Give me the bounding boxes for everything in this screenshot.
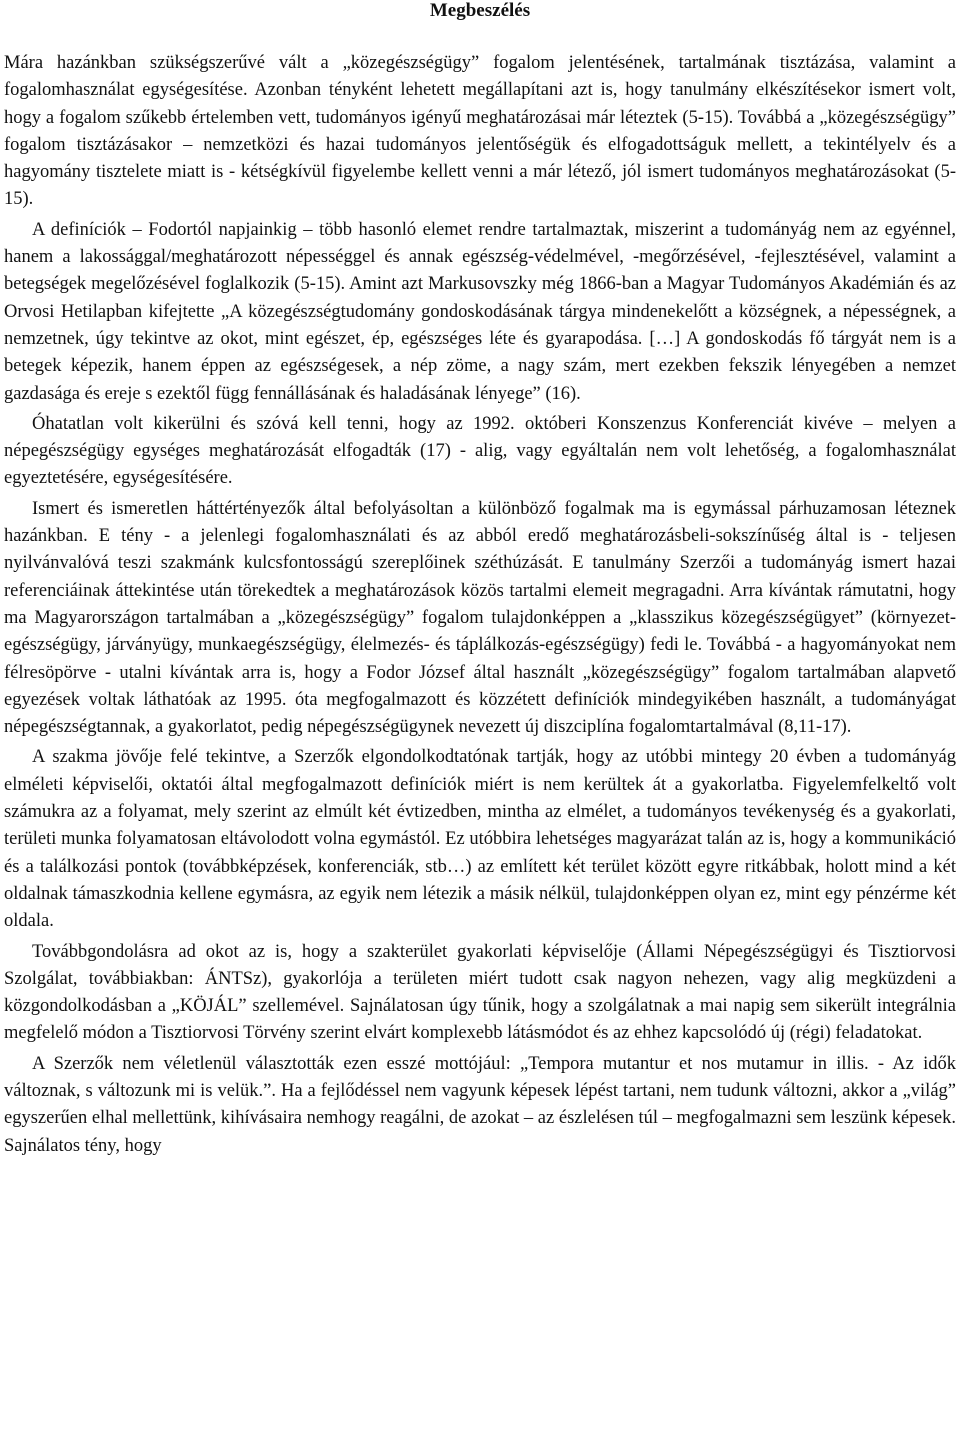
paragraph-5: A szakma jövője felé tekintve, a Szerzők elgondolkodtatónak tartják, hogy az utóbbi mintegy 20 évben a tudományág elméleti képviselői, oktatói által megfogalmazott definíciók miért is nem kerültek át a gyakorlatba. Figyelemfelkeltő volt számukra az a folyamat, mely szerint az elmúlt két évtizedben, mintha az elmélet, a tudományos tevékenység és a gyakorlati, területi munka folyamatosan eltávolodott volna egymástól. Ez utóbbira lehetséges magyarázat talán az is, hogy a kommunikáció és a találkozási pontok (továbbképzések, konferenciák, stb…) az említett két terület között egyre ritkábbak, holott mind a két oldalnak támaszkodnia kellene egymásra, az egyik nem létezik a másik nélkül, tulajdonképpen olyan ez, mint egy pénzérme két oldala. <box>4 747 956 932</box>
section-heading: Megbeszélés <box>429 0 531 21</box>
paragraph-4: Ismert és ismeretlen háttértényezők által befolyásoltan a különböző fogalmak ma is egymással párhuzamosan léteznek hazánkban. E tény - a jelenlegi fogalomhasználati és az abból eredő meghatározásbeli-sokszínűség által is - teljesen nyilvánvalóvá teszi szakmánk kulcsfontosságú szereplőinek széthúzását. E tanulmány Szerzői a tudományág ismert hazai referenciáinak áttekintése után törekedtek a meghatározások közös tartalmi elemeit megragadni. Arra kívántak rámutatni, hogy ma Magyarországon tartalmában a „közegészségügy” fogalom tulajdonképpen a „klasszikus közegészségügyet” (környezet-egészségügy, járványügy, munkaegészségügy, élelmezés- és táplálkozás-egészségügy) fedi le. Továbbá - a hagyományokat nem félresöpörve - utalni kívántak arra is, hogy a Fodor József által használt „közegészségügy” fogalom tartalmában alapvető egyezések voltak láthatóak az 1995. óta megfogalmazott és közzétett definíciók mindegyikében használt, a tudományágat népegészségtannak, a gyakorlatot, pedig népegészségügynek nevezett új diszciplína fogalomtartalmával (8,11-17). <box>4 498 956 738</box>
paragraph-1: Mára hazánkban szükségszerűvé vált a „közegészségügy” fogalom jelentésének, tartalmának tisztázása, valamint a fogalomhasználat egységesítése. Azonban tényként lehetett megállapítani azt is, hogy tanulmány elkészítésekor ismert volt, hogy a fogalom szűkebb értelemben vett, tudományos igényű meghatározásai már léteztek (5-15). Továbbá a „közegészségügy” fogalom tisztázásakor – nemzetközi és hazai tudományos jelentőségük és elfogadottságuk mellett, a tekintélyelv és a hagyomány tisztelete miatt is - kétségkívül figyelembe kellett venni a már létező, jól ismert tudományos meghatározásokat (5-15). <box>4 53 956 210</box>
document-page <box>4 0 956 1160</box>
paragraph-6: Továbbgondolásra ad okot az is, hogy a szakterület gyakorlati képviselője (Állami Népegészségügyi és Tisztiorvosi Szolgálat, továbbiakban: ÁNTSz), gyakorlója a területen miért tudott csak nagyon nehezen, vagy alig megküzdeni a közgondolkodásban a „KÖJÁL” szellemével. Sajnálatosan úgy tűnik, hogy a szolgálatnak a mai napig sem sikerült integrálnia megfelelő módon a Tisztiorvosi Törvény szerint elvárt komplexebb látásmódot és az ehhez kapcsolódó új (régi) feladatokat. <box>4 941 956 1044</box>
paragraph-2: A definíciók – Fodortól napjainkig – több hasonló elemet rendre tartalmaztak, miszerint a tudományág nem az egyénnel, hanem a lakossággal/meghatározott népességgel és annak egészség-védelmével, -megőrzésével, -fejlesztésével, valamint a betegségek megelőzésével foglalkozik (5-15). Amint azt Markusovszky még 1866-ban a Magyar Tudományos Akadémián és az Orvosi Hetilapban kifejtette „A közegészségtudomány gondoskodásának tárgya mindenekelőtt a községnek, a népességnek, a nemzetnek, úgy tekintve az okot, mint egészet, ép, egészséges léte és gyarapodása. […] A gondoskodás fő tárgyát nem is a betegek képezik, hanem éppen az egészségesek, a nép zöme, a nagy szám, mert ezekben fekszik lényegében a nemzet gazdasága és ereje s ezektől függ fennállásának és haladásának lényege” (16). <box>4 219 956 404</box>
paragraph-7: A Szerzők nem véletlenül választották ezen esszé mottójául: „Tempora mutantur et nos mutamur in illis. - Az idők változnak, s változunk mi is velük.”. Ha a fejlődéssel nem vagyunk képesek lépést tartani, nem tudunk változni, akkor a „világ” egyszerűen elhal mellettünk, kihívásaira nemhogy reagálni, de azokat – az észlelésen túl – megfogalmazni sem leszünk képesek. Sajnálatos tény, hogy <box>4 1053 956 1156</box>
paragraph-3: Óhatatlan volt kikerülni és szóvá kell tenni, hogy az 1992. októberi Konszenzus Konferenciát kivéve – melyen a népegészségügy egységes meghatározását elfogadták (17) - alig, vagy egyáltalán nem volt lehetőség, a fogalomhasználat egyeztetésére, egységesítésére. <box>4 413 956 489</box>
